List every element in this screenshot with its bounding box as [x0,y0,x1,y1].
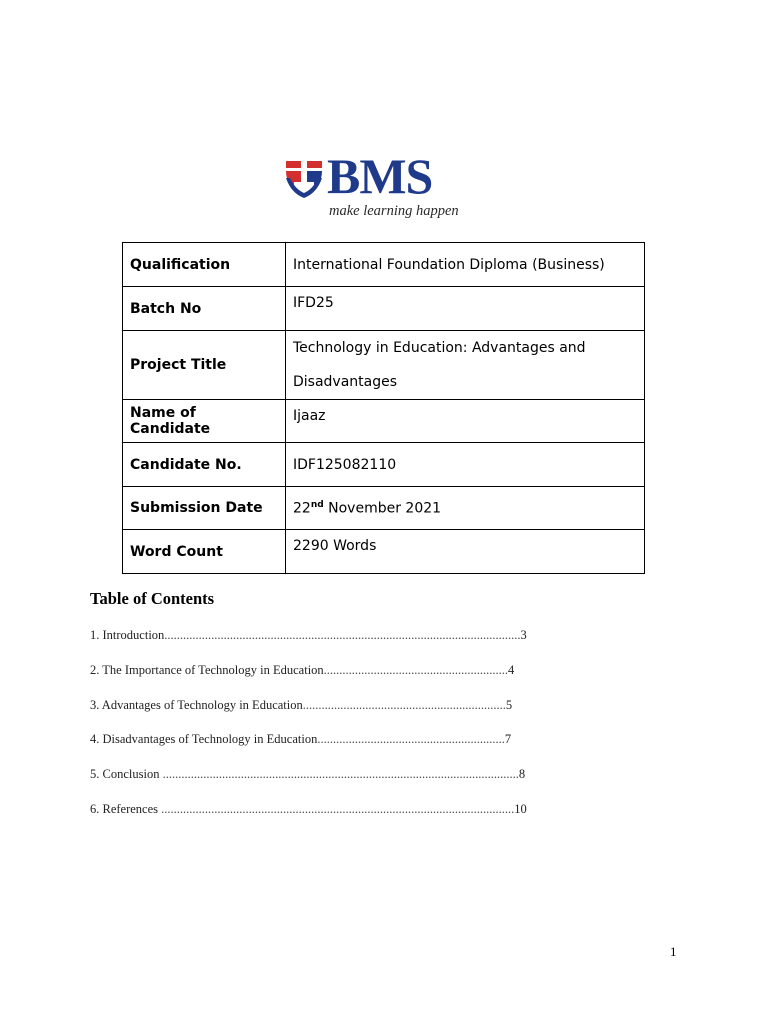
submission-day-suffix: nd [310,499,324,510]
project-title-line1: Technology in Education: Advantages and [293,340,586,356]
toc-item[interactable] [90,732,570,767]
toc-item[interactable] [90,767,570,802]
toc-item[interactable] [90,663,570,698]
toc-item-text: 2. The Importance of Technology in Education [90,662,324,677]
table-row [123,530,645,574]
table-row [123,487,645,530]
candidate-name-value: Ijaaz [286,400,645,443]
toc-item-text: 4. Disadvantages of Technology in Education [90,732,318,747]
table-row [123,331,645,400]
batch-no-label: Batch No [123,287,286,331]
toc-item-text: 3. Advantages of Technology in Education [90,697,303,712]
toc-leader-dots: ................................................................. [302,697,506,712]
table-row [123,443,645,487]
toc-item[interactable] [90,802,570,837]
toc-item-page: 10 [514,801,527,816]
toc-item-page: 8 [518,767,526,782]
candidate-info-table [122,242,645,574]
table-of-contents [90,628,570,837]
batch-no-value: IFD25 [286,287,645,331]
submission-month-year: November 2021 [323,500,442,517]
toc-leader-dots: .................................................................................................................. [162,767,519,782]
toc-title: Table of Contents [90,589,215,608]
submission-date-value [286,487,645,530]
toc-leader-dots: ........................................................... [323,662,509,677]
toc-item-page: 7 [504,732,512,747]
toc-item-text: 6. References [90,801,162,816]
project-title-label: Project Title [123,331,286,400]
toc-item-text: 1. Introduction [90,628,165,642]
toc-item-text: 5. Conclusion [90,767,163,782]
toc-item-page: 3 [520,628,527,642]
word-count-value: 2290 Words [286,530,645,574]
qualification-value: International Foundation Diploma (Business) [286,243,645,287]
candidate-name-label: Name of Candidate [123,400,286,443]
toc-leader-dots: ............................................................ [317,732,505,747]
candidate-no-value: IDF125082110 [286,443,645,487]
project-title-line2: Disadvantages [293,374,398,390]
logo-wordmark: BMS [327,148,433,204]
qualification-label: Qualification [123,243,286,287]
submission-day: 22 [293,500,311,517]
word-count-label: Word Count [123,530,286,574]
toc-item-page: 4 [508,662,515,677]
table-row [123,243,645,287]
toc-leader-dots: .................................................................................................................. [164,628,521,642]
toc-item[interactable] [90,698,570,733]
table-row [123,287,645,331]
toc-item-page: 5 [505,697,513,712]
project-title-value [286,331,645,400]
shield-icon [285,159,323,199]
toc-item[interactable] [90,628,570,663]
table-row [123,400,645,443]
toc-leader-dots: ................................................................................................................. [161,801,515,816]
logo-tagline: make learning happen [329,203,459,219]
bms-logo [285,148,465,221]
candidate-no-label: Candidate No. [123,443,286,487]
page-number: 1 [670,944,677,959]
submission-date-label: Submission Date [123,487,286,530]
